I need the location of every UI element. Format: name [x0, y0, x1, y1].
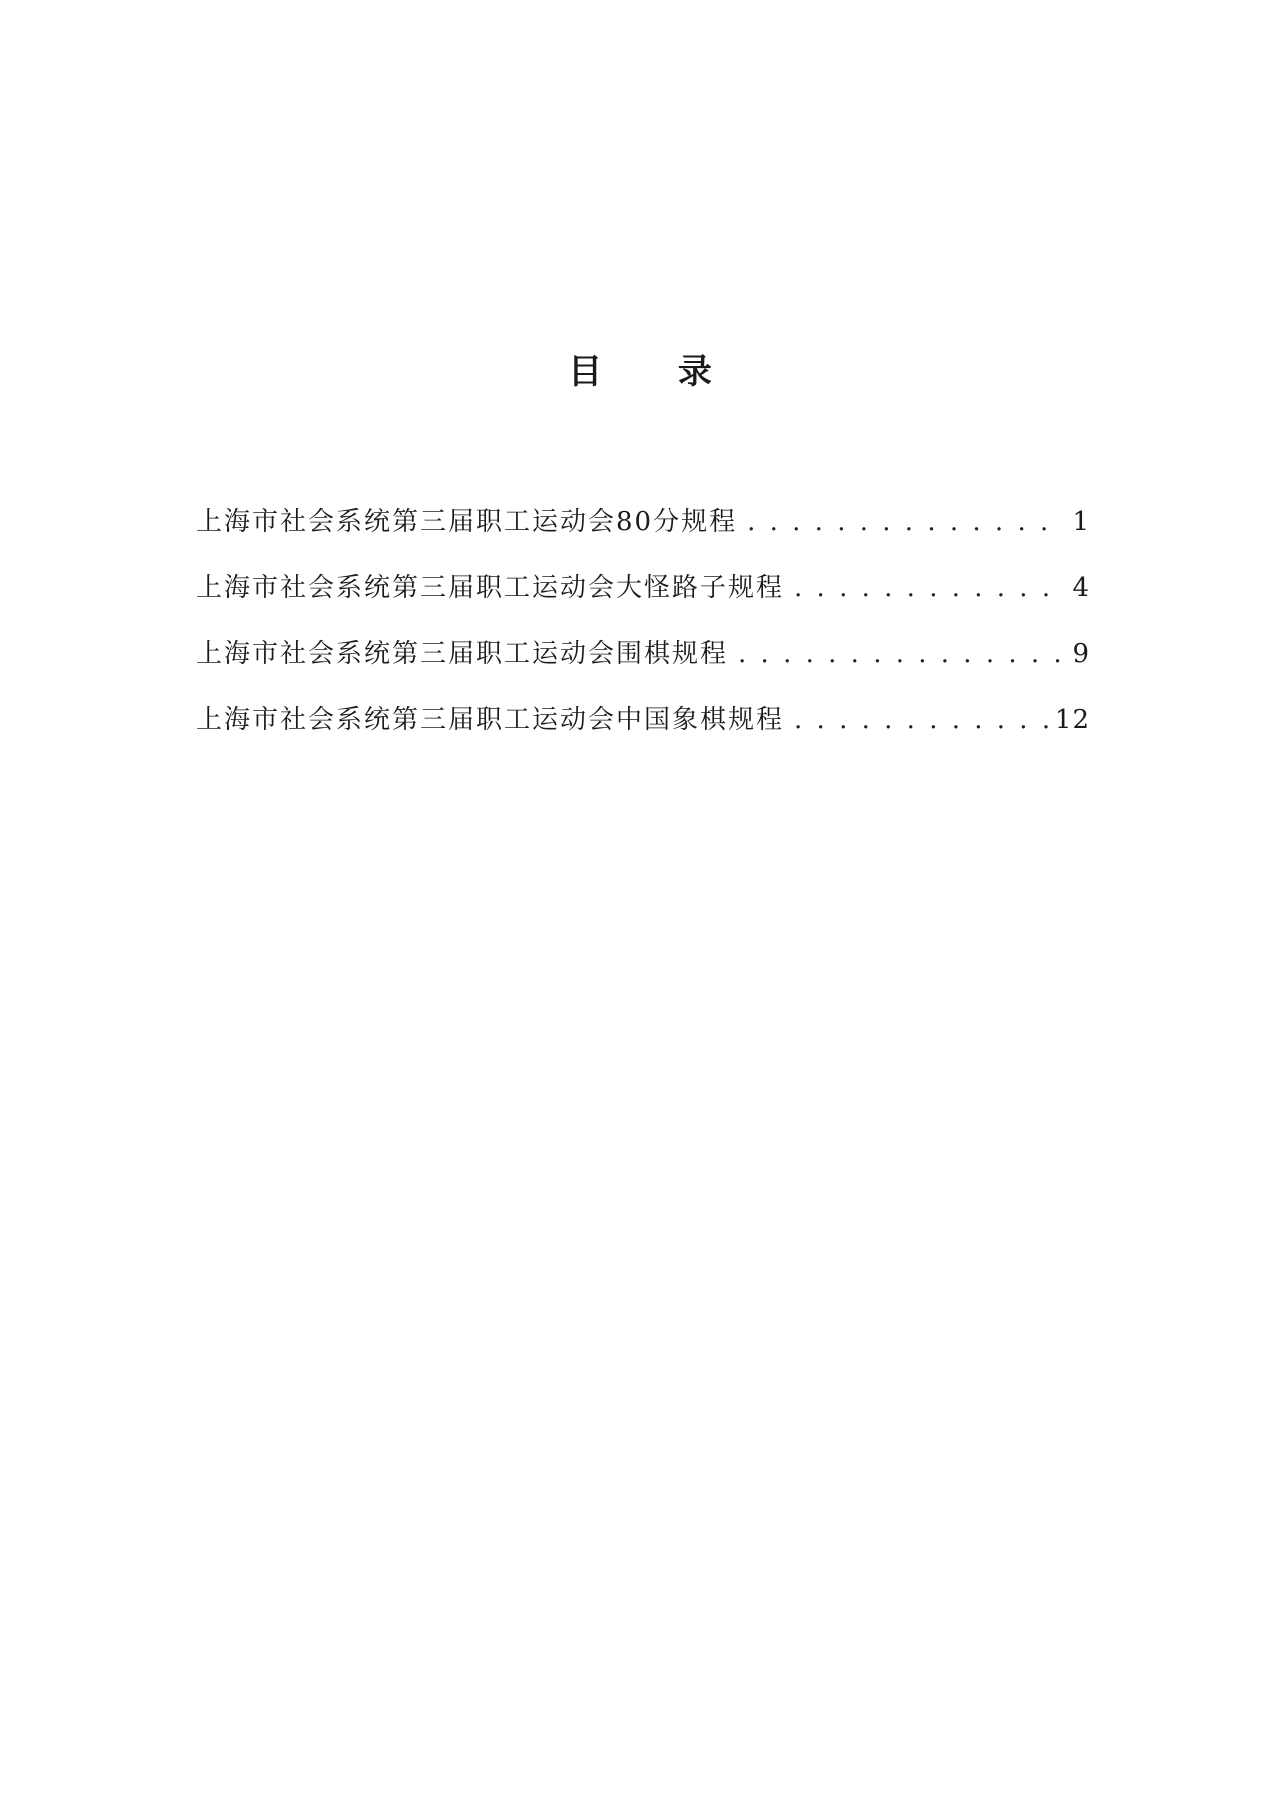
toc-entry[interactable] [196, 568, 1090, 634]
toc-page-number: 1 [1072, 507, 1090, 537]
toc-dot-leader [794, 700, 1049, 740]
toc-entry[interactable] [196, 502, 1090, 568]
toc-page-number: 9 [1072, 639, 1090, 669]
toc-entry-title: 上海市社会系统第三届职工运动会大怪路子规程 [196, 573, 785, 603]
toc-entry-title: 上海市社会系统第三届职工运动会中国象棋规程 [196, 705, 785, 735]
toc-page-number: 12 [1054, 705, 1090, 735]
toc-dot-leader [738, 634, 1064, 674]
toc-dot-leader [794, 568, 1064, 608]
toc-list [196, 502, 1090, 766]
toc-entry-title: 上海市社会系统第三届职工运动会围棋规程 [196, 639, 729, 669]
toc-title: 目 录 [568, 352, 744, 392]
toc-dot-leader [747, 502, 1064, 542]
toc-entry[interactable] [196, 700, 1090, 766]
toc-entry[interactable] [196, 634, 1090, 700]
toc-page-number: 4 [1072, 573, 1090, 603]
toc-entry-title: 上海市社会系统第三届职工运动会80分规程 [196, 507, 738, 537]
